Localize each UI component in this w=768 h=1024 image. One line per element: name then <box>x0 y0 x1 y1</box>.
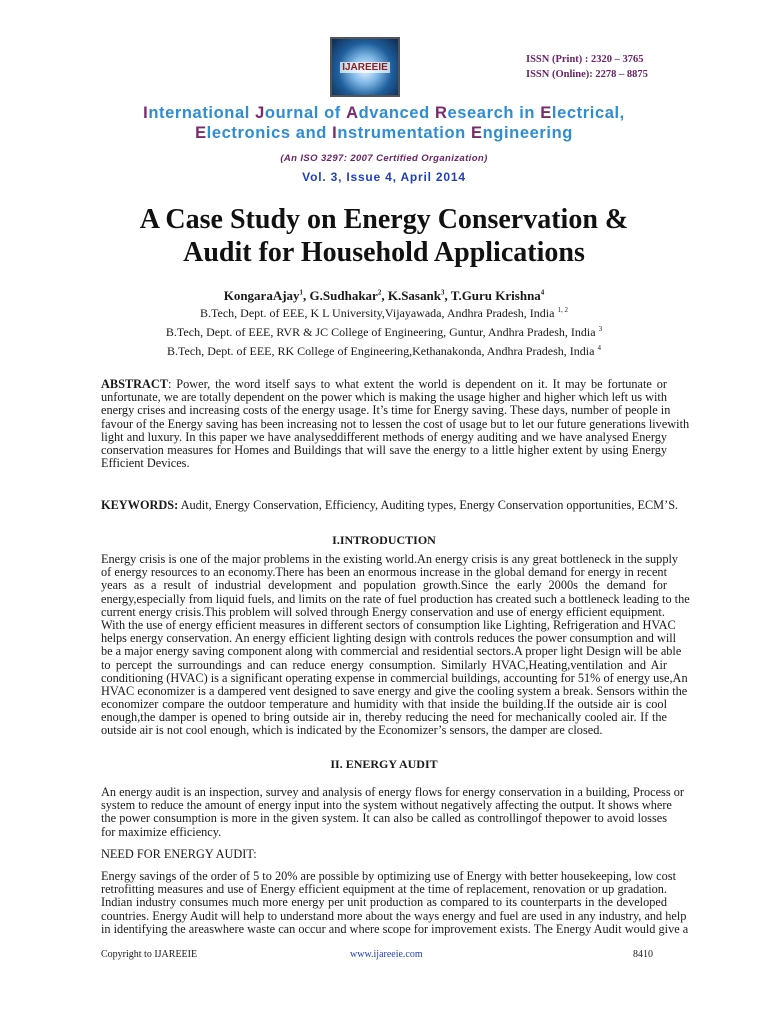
text-line: economizer compare the outdoor temperature and humidity with that inside the building.If the outside air is cool <box>101 697 667 712</box>
affiliation-text: B.Tech, Dept. of EEE, RK College of Engineering,Kethanakonda, Andhra Pradesh, India <box>167 344 595 358</box>
volume-issue: Vol. 3, Issue 4, April 2014 <box>302 170 466 184</box>
author-sup: 3 <box>440 288 445 297</box>
abstract-text: Efficient Devices. <box>101 456 190 471</box>
text-line: HVAC economizer is a dampered vent designed to save energy and give the cooling system a break. Sensors within the <box>101 683 688 698</box>
title-initial: I <box>332 124 338 142</box>
subheading-text: NEED FOR ENERGY AUDIT: <box>101 847 257 861</box>
abstract-text: unfortunate, we are totally dependent on the power which is making the usage higher and higher which left us with <box>101 390 667 405</box>
text-line <box>101 457 667 470</box>
title-word: ngineering <box>482 124 573 142</box>
section-heading-energy-audit: II. ENERGY AUDIT <box>330 757 438 771</box>
abstract-label: ABSTRACT <box>101 377 168 391</box>
affiliation <box>0 306 768 321</box>
text-line: Indian industry consumes much more energy per unit production as compared to its counterparts in the developed <box>101 895 667 910</box>
issn-online: ISSN (Online): 2278 – 8875 <box>526 69 648 80</box>
text-line: With the use of energy efficient measures in different sectors of consumption like Lighting, Refrigeration and HVAC <box>101 617 676 632</box>
title-word: nstrumentation <box>337 124 471 142</box>
text-line: be a major energy saving component along with commercial and residential sectors.A proper light Design will be able <box>101 644 682 659</box>
text-line: the power consumption is more in the given system. It can also be called as controllingof thepower to avoid losses <box>101 811 667 826</box>
text-line: to percept the surroundings and can reduce energy consumption. Similarly HVAC,Heating,ventilation and Air <box>101 657 667 672</box>
author-name: KongaraAjay <box>223 288 300 303</box>
title-initial: R <box>434 104 448 122</box>
need-body <box>101 869 689 936</box>
section-heading-introduction: I.INTRODUCTION <box>332 533 436 547</box>
text-line: conditioning (HVAC) is a significant operating expense in commercial buildings, accounting for 51% of energy use,An <box>101 670 688 685</box>
text-line: helps energy conservation. An energy efficient lighting design with controls reduces the power consumption and will <box>101 631 677 646</box>
text-line: system to reduce the amount of energy input into the system without negatively affecting the output. It shows where <box>101 798 672 813</box>
title-line: A Case Study on Energy Conservation & <box>139 204 629 235</box>
subheading-need <box>101 848 667 861</box>
abstract <box>101 377 690 471</box>
title-word: dvanced <box>358 104 435 122</box>
abstract-text: light and luxury. In this paper we have analyseddifferent methods of energy auditing and we have analysed Energy <box>101 429 667 444</box>
title-line: Audit for Household Applications <box>183 237 585 268</box>
affiliation-sup: 4 <box>597 344 601 352</box>
keywords-label: KEYWORDS: <box>101 498 179 512</box>
abstract-text: conservation measures for Homes and Buildings that will save the energy to a little higher extent by using Energy <box>101 442 667 457</box>
title-initial: E <box>540 104 552 122</box>
issn-block <box>526 52 648 82</box>
energy-audit-body <box>101 785 684 839</box>
keywords <box>101 498 679 512</box>
page-number: 8410 <box>633 949 653 960</box>
author-name: G.Sudhakar <box>309 288 378 303</box>
footer-website-link[interactable]: www.ijareeie.com <box>350 949 423 960</box>
author-name: T.Guru Krishna <box>450 288 541 303</box>
text-line: of energy resources to an economy.There has been an enormous increase in the global demand for energy in recent <box>101 565 667 580</box>
issn-print: ISSN (Print) : 2320 – 3765 <box>526 54 644 65</box>
journal-title-line2 <box>0 124 768 143</box>
author-sup: 1 <box>299 288 304 297</box>
title-initial: J <box>255 104 265 122</box>
text-line: retrofitting measures and use of Energy efficient equipment at the time of replacement, renovation or up gradation. <box>101 882 667 897</box>
affiliation <box>0 344 768 359</box>
author-sup: 2 <box>377 288 382 297</box>
abstract-text: favour of the Energy saving has been increasing not to lessen the cost of usage but to let our future generations livewith <box>101 416 690 431</box>
title-word: esearch in <box>447 104 541 122</box>
title-initial: I <box>143 104 149 122</box>
certification-note: (An ISO 3297: 2007 Certified Organization) <box>280 153 488 164</box>
paper-title <box>0 203 768 269</box>
abstract-text: : Power, the word itself says to what extent the world is dependent on it. It may be fortunate or <box>167 377 667 391</box>
footer-copyright: Copyright to IJAREEIE <box>101 949 198 960</box>
author-list: KongaraAjay$^1$, G.Sudhakar$^2$, K.Sasank$^3$, T.Guru Krishna$^4$ <box>223 288 545 303</box>
text-line: An energy audit is an inspection, survey and analysis of energy flows for energy conservation in a building, Process or <box>101 785 684 799</box>
title-initial: A <box>346 104 359 122</box>
title-word: lectronics and <box>206 124 333 142</box>
title-initial: E <box>195 124 207 142</box>
author-name: K.Sasank <box>387 288 441 303</box>
text-line: Energy savings of the order of 5 to 20% are possible by optimizing use of Energy with better housekeeping, low cost <box>101 869 676 883</box>
affiliation-sup: 3 <box>598 325 603 333</box>
text-line: in identifying the areaswhere waste can occur and where scope for improvement exists. The Energy Audit would give a <box>101 921 689 936</box>
title-word: ournal of <box>264 104 347 122</box>
affiliation-sup: 1, 2 <box>557 306 568 314</box>
text-line: years as a result of industrial development and population growth.Since the early 2000s the demand for <box>101 578 667 593</box>
introduction-body <box>101 552 690 738</box>
text-line: outside air is not cool enough, which is indicated by the Economizer’s sensors, the damper are closed. <box>101 723 603 738</box>
affiliation-text: B.Tech, Dept. of EEE, K L University,Vijayawada, Andhra Pradesh, India <box>200 306 555 320</box>
journal-logo <box>330 37 400 97</box>
affiliation <box>0 325 768 340</box>
logo-text: IJAREEIE <box>342 61 388 73</box>
text-line: countries. Energy Audit will help to understand more about the ways energy and fuel are used in any industry, and help <box>101 908 687 923</box>
text-line: enough,the damper is opened to bring outside air in, thereby reducing the need for mechanically cooled air. If the <box>101 710 667 725</box>
journal-title-line1 <box>0 104 768 123</box>
title-word: lectrical, <box>551 104 625 122</box>
title-initial: E <box>470 124 483 142</box>
text-line: for maximize efficiency. <box>101 824 222 839</box>
title-word: nternational <box>148 104 256 122</box>
author-sup: 4 <box>540 288 545 297</box>
abstract-text: energy crises and increasing costs of the energy usage. It’s time for Energy saving. These days, number of people in <box>101 403 671 418</box>
text-line: Energy crisis is one of the major problems in the existing world.An energy crisis is any great bottleneck in the supply <box>101 552 679 566</box>
affiliation-text: B.Tech, Dept. of EEE, RVR & JC College of Engineering, Guntur, Andhra Pradesh, India <box>165 325 596 339</box>
text-line: current energy crisis.This problem will solved through Energy conservation and use of energy efficient equipment. <box>101 604 665 619</box>
text-line: energy,especially from liquid fuels, and limits on the rate of fuel production has created such a bottleneck leading to the <box>101 591 690 606</box>
keywords-text: Audit, Energy Conservation, Efficiency, Auditing types, Energy Conservation opportunities, ECM’S. <box>178 498 679 512</box>
